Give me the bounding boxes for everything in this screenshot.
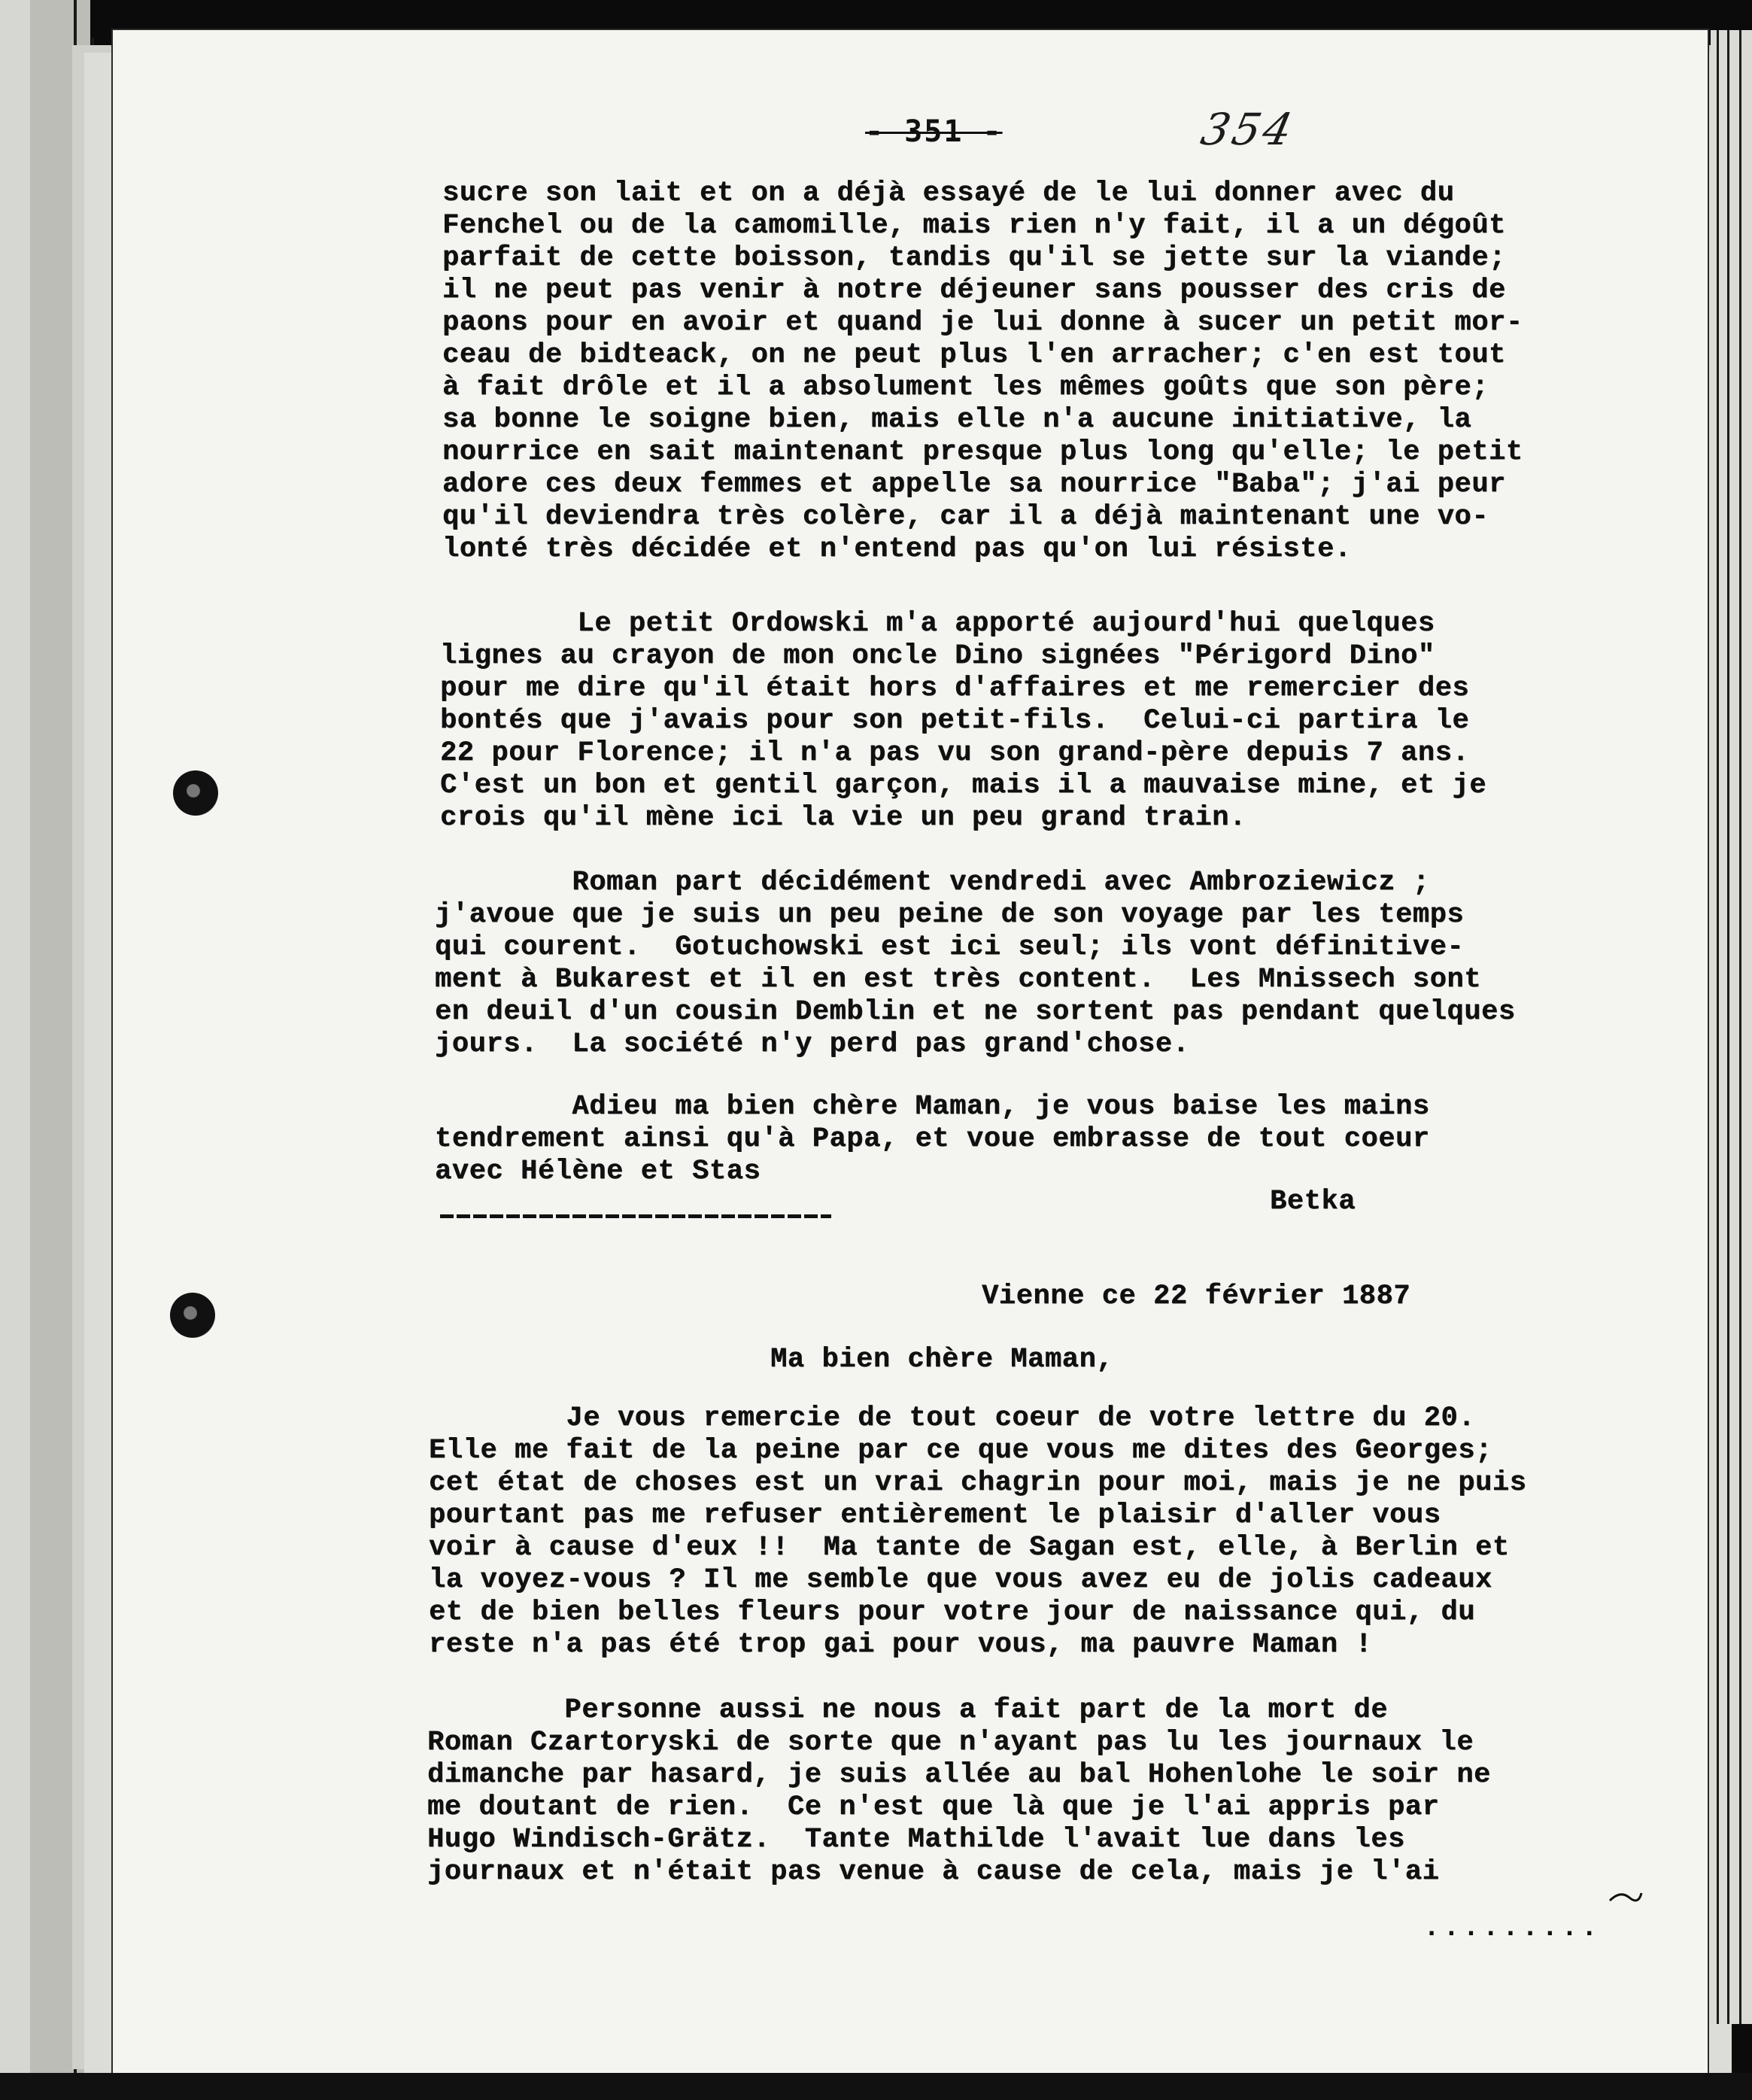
text-line: nourrice en sait maintenant presque plus long qu'elle; le petit — [442, 436, 1523, 468]
page-number — [865, 114, 1003, 149]
text-line: pourtant pas me refuser entièrement le plaisir d'aller vous — [429, 1500, 1441, 1531]
continuation-dots: ......... — [1423, 1913, 1601, 1944]
text-line: cet état de choses est un vrai chagrin pour moi, mais je ne puis — [429, 1467, 1527, 1499]
paragraph-2 — [440, 608, 1486, 834]
text-line: pour me dire qu'il était hors d'affaires et me remercier des — [440, 673, 1470, 704]
text-line: 22 pour Florence; il n'a pas vu son grand-père depuis 7 ans. — [440, 737, 1470, 769]
text-line: la voyez-vous ? Il me semble que vous avez eu de jolis cadeaux — [429, 1564, 1492, 1596]
text-line: qui courent. Gotuchowski est ici seul; ils vont définitive- — [435, 931, 1465, 963]
paragraph-5 — [429, 1403, 1526, 1661]
text-line: à fait drôle et il a absolument les mêmes goûts que son père; — [442, 372, 1489, 403]
text-line: Le petit Ordowski m'a apporté aujourd'hui quelques — [440, 608, 1435, 640]
page-number-text: - 351 - — [865, 114, 1003, 149]
paragraph-3 — [435, 867, 1516, 1061]
text-line: qu'il deviendra très colère, car il a déjà maintenant une vo- — [442, 501, 1489, 533]
text-line: tendrement ainsi qu'à Papa, et voue embrasse de tout coeur — [435, 1123, 1430, 1155]
letter-separator — [440, 1214, 831, 1218]
text-line: bontés que j'avais pour son petit-fils. Celui-ci partira le — [440, 705, 1470, 737]
letter-date: Vienne ce 22 février 1887 — [982, 1281, 1411, 1312]
text-line: parfait de cette boisson, tandis qu'il se jette sur la viande; — [442, 242, 1506, 274]
text-line: reste n'a pas été trop gai pour vous, ma pauvre Maman ! — [429, 1629, 1373, 1661]
paragraph-4 — [435, 1091, 1430, 1188]
text-line: me doutant de rien. Ce n'est que là que je l'ai appris par — [427, 1792, 1440, 1823]
text-line: il ne peut pas venir à notre déjeuner sans pousser des cris de — [442, 275, 1506, 306]
text-line: Je vous remercie de tout coeur de votre lettre du 20. — [429, 1403, 1476, 1434]
text-line: Roman part décidément vendredi avec Ambroziewicz ; — [435, 867, 1430, 898]
text-line: lonté très décidée et n'entend pas qu'on lui résiste. — [442, 533, 1352, 565]
punch-hole — [173, 770, 218, 816]
signature: Betka — [1270, 1186, 1356, 1217]
text-line: Fenchel ou de la camomille, mais rien n'y fait, il a un dégoût — [442, 210, 1506, 242]
handwritten-page-number: 354 — [1196, 104, 1300, 155]
text-line: Roman Czartoryski de sorte que n'ayant pas lu les journaux le — [427, 1727, 1474, 1758]
text-line: sucre son lait et on a déjà essayé de le lui donner avec du — [442, 178, 1455, 209]
text-line: adore ces deux femmes et appelle sa nourrice "Baba"; j'ai peur — [442, 469, 1506, 500]
text-line: Hugo Windisch-Grätz. Tante Mathilde l'avait lue dans les — [427, 1824, 1405, 1855]
text-line: ment à Bukarest et il en est très content. Les Mnissech sont — [435, 964, 1482, 995]
text-line: ceau de bidteack, on ne peut plus l'en arracher; c'en est tout — [442, 339, 1506, 371]
text-line: journaux et n'était pas venue à cause de cela, mais je l'ai — [427, 1856, 1440, 1888]
paragraph-1 — [442, 178, 1523, 566]
text-line: jours. La société n'y perd pas grand'chose. — [435, 1029, 1190, 1060]
letter-salutation: Ma bien chère Maman, — [770, 1344, 1114, 1375]
text-line: Personne aussi ne nous a fait part de la mort de — [427, 1694, 1389, 1726]
text-line: et de bien belles fleurs pour votre jour de naissance qui, du — [429, 1597, 1476, 1628]
text-line: paons pour en avoir et quand je lui donne à sucer un petit mor- — [442, 307, 1523, 339]
stacked-pages-right-edge — [1711, 30, 1752, 2024]
punch-hole — [170, 1293, 215, 1338]
scan-border — [0, 2073, 1752, 2100]
paragraph-6 — [427, 1694, 1491, 1889]
text-line: Adieu ma bien chère Maman, je vous baise les mains — [435, 1091, 1430, 1123]
text-line: avec Hélène et Stas — [435, 1156, 761, 1187]
text-line: voir à cause d'eux !! Ma tante de Sagan est, elle, à Berlin et — [429, 1532, 1510, 1564]
text-line: sa bonne le soigne bien, mais elle n'a aucune initiative, la — [442, 404, 1472, 436]
text-line: Elle me fait de la peine par ce que vous me dites des Georges; — [429, 1435, 1492, 1466]
text-line: lignes au crayon de mon oncle Dino signées "Périgord Dino" — [440, 640, 1435, 672]
text-line: crois qu'il mène ici la vie un peu grand train. — [440, 802, 1246, 834]
text-line: j'avoue que je suis un peu peine de son voyage par les temps — [435, 899, 1465, 931]
text-line: C'est un bon et gentil garçon, mais il a mauvaise mine, et je — [440, 770, 1487, 801]
pen-mark — [1607, 1887, 1644, 1910]
text-line: en deuil d'un cousin Demblin et ne sortent pas pendant quelques — [435, 996, 1516, 1028]
text-line: dimanche par hasard, je suis allée au bal Hohenlohe le soir ne — [427, 1759, 1491, 1791]
